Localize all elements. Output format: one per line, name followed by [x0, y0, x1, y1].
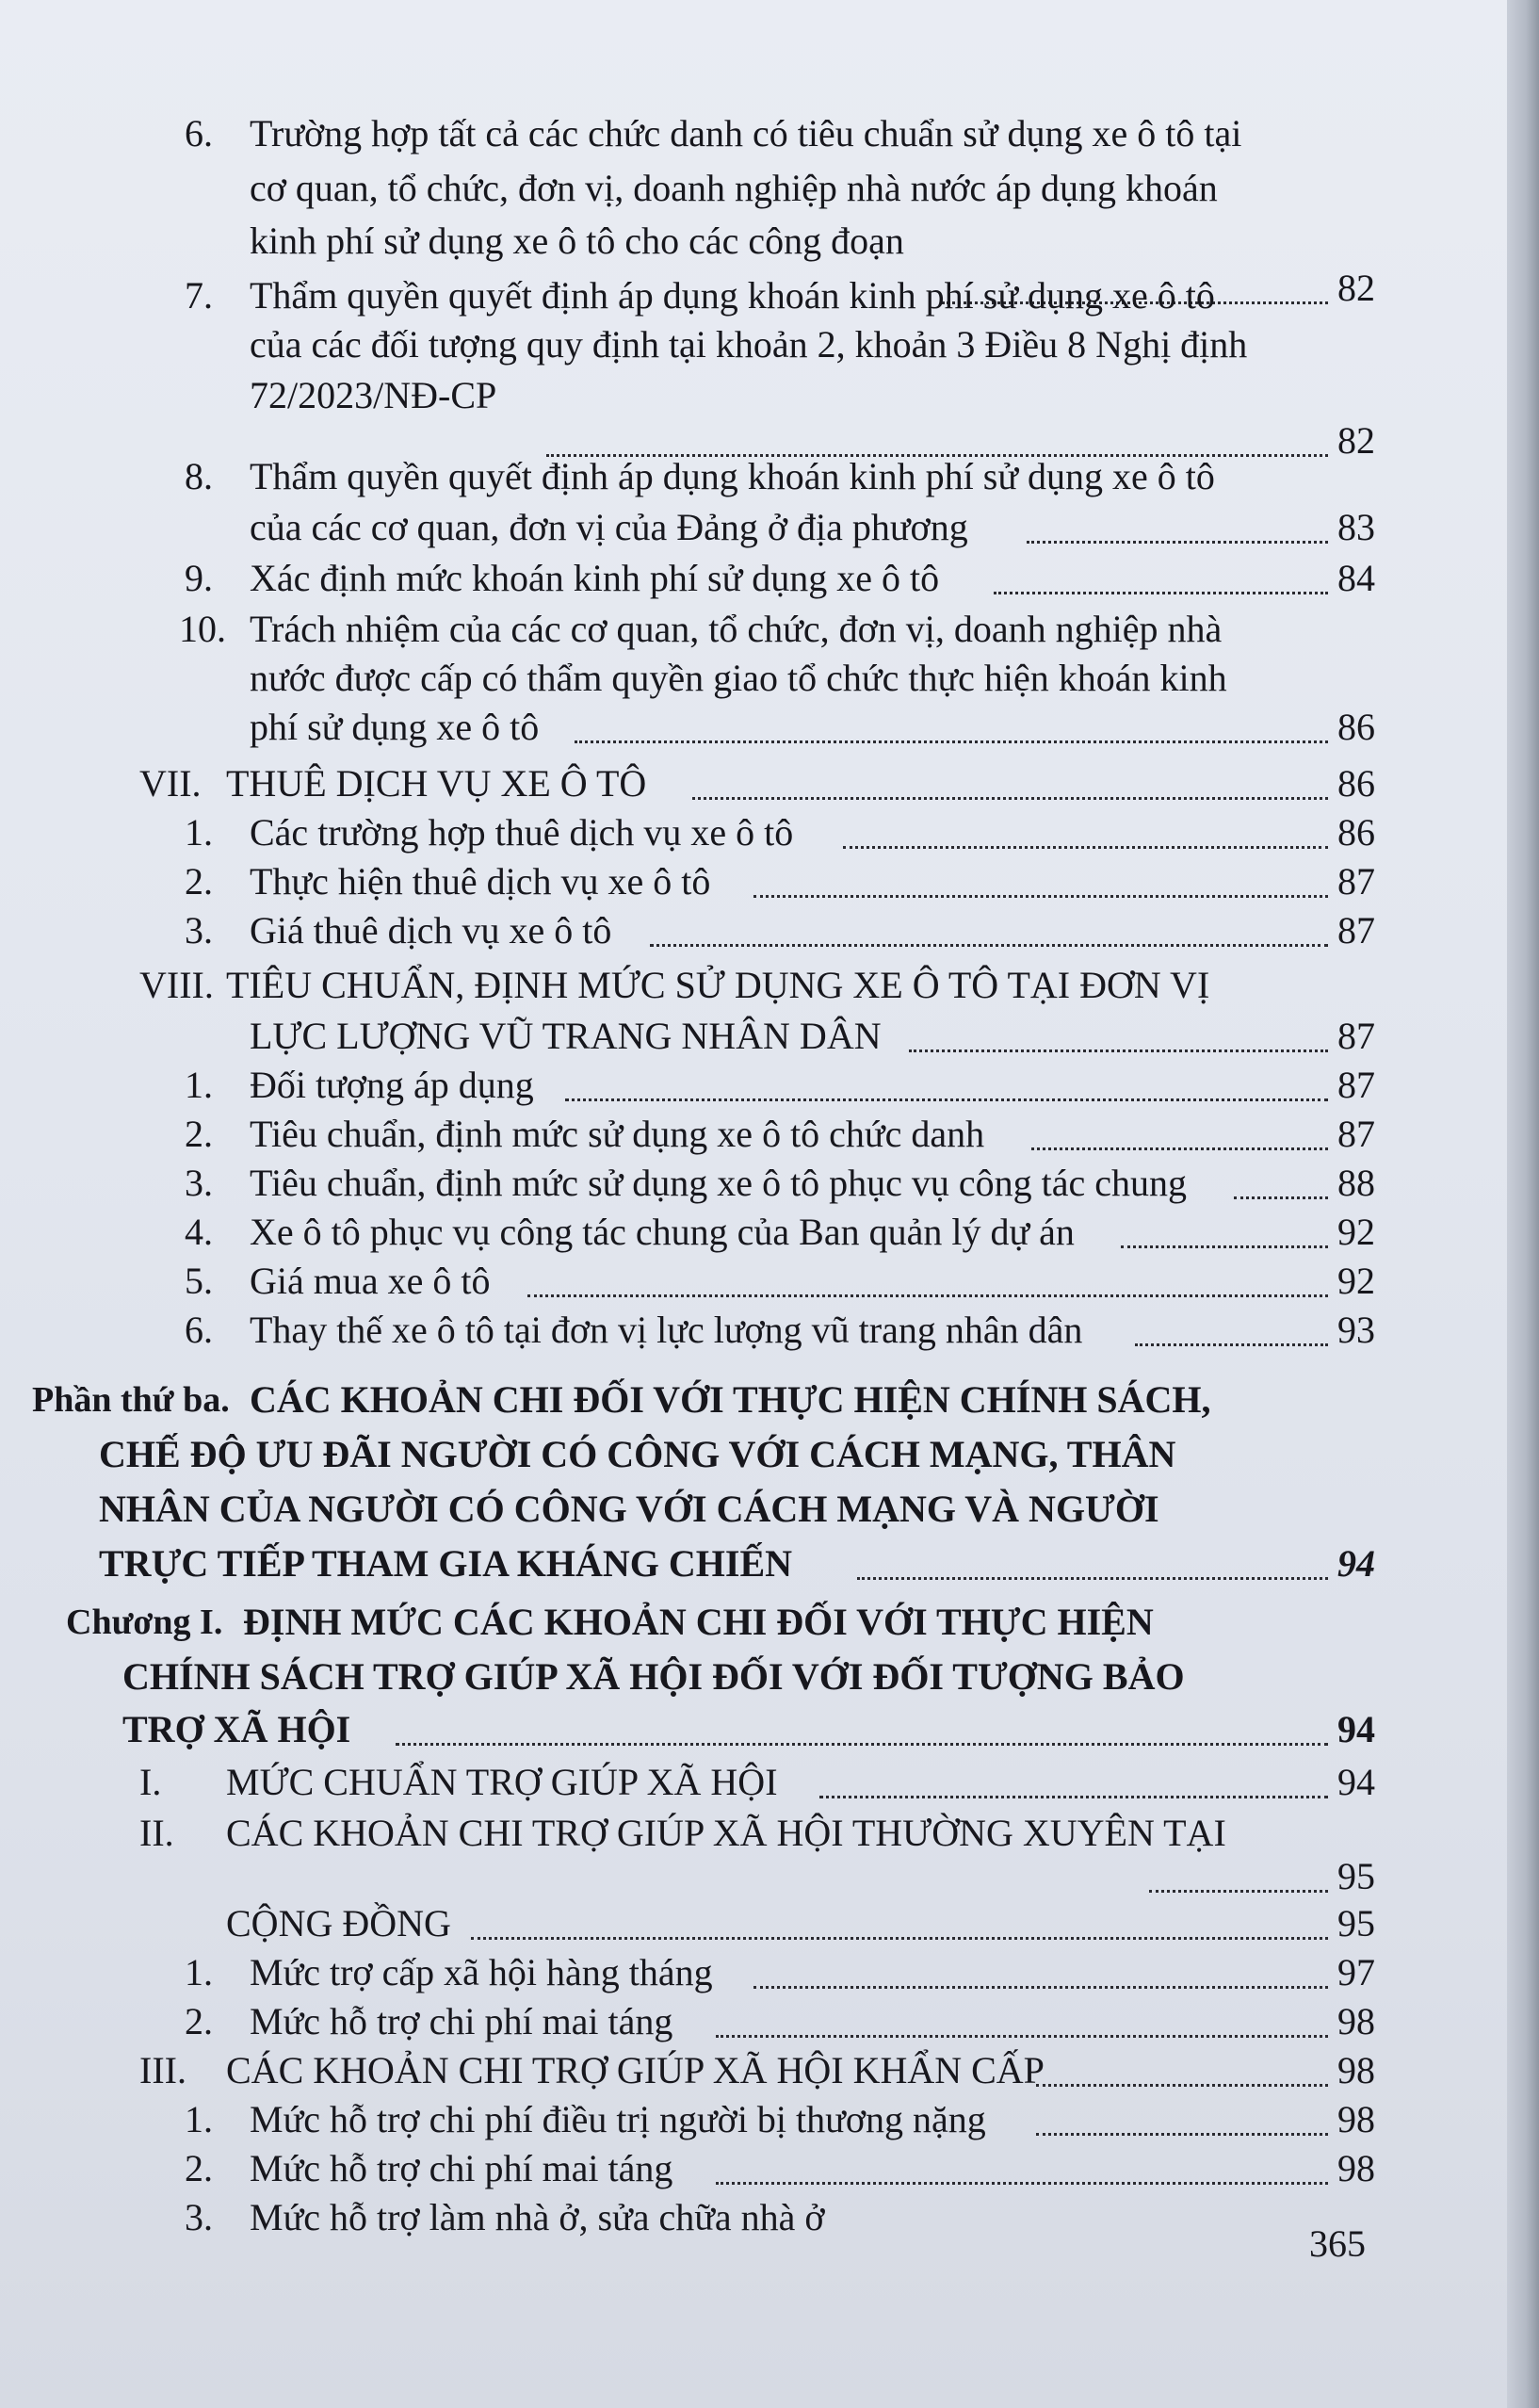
toc-entry-title: Thực hiện thuê dịch vụ xe ô tô — [250, 860, 711, 903]
toc-entry-page: 95 — [1337, 1855, 1375, 1897]
toc-entry — [0, 556, 1375, 605]
toc-entry-page: 87 — [1337, 909, 1375, 952]
toc-entry-title: CHÍNH SÁCH TRỢ GIÚP XÃ HỘI ĐỐI VỚI ĐỐI TƯỢNG BẢO — [122, 1655, 1185, 1698]
toc-entry-continuation — [0, 166, 1375, 215]
dot-leader — [565, 1053, 1328, 1101]
toc-entry-page: 82 — [1337, 419, 1375, 462]
dot-leader — [1036, 2088, 1328, 2136]
dot-leader — [396, 1698, 1328, 1746]
toc-entry-number: 6. — [185, 1309, 213, 1351]
toc-entry-number: I. — [139, 1761, 162, 1803]
toc-entry-title: THUÊ DỊCH VỤ XE Ô TÔ — [226, 762, 647, 805]
toc-entry-number: 4. — [185, 1211, 213, 1253]
toc-entry-number: VII. — [139, 762, 202, 805]
dot-leader — [716, 2137, 1328, 2185]
toc-entry-title: Xe ô tô phục vụ công tác chung của Ban quản lý dự án — [250, 1211, 1075, 1253]
toc-entry-number: 7. — [185, 274, 213, 317]
toc-entry-number: II. — [139, 1812, 174, 1854]
toc-part-heading-continuation — [0, 1487, 1375, 1536]
dot-leader — [1027, 496, 1328, 544]
toc-entry-page: 86 — [1337, 706, 1375, 748]
toc-entry-page: 98 — [1337, 2049, 1375, 2091]
toc-entry-title: Trường hợp tất cả các chức danh có tiêu chuẩn sử dụng xe ô tô tại — [250, 112, 1242, 155]
toc-entry-title: Giá mua xe ô tô — [250, 1260, 491, 1302]
toc-entry-title: CÁC KHOẢN CHI TRỢ GIÚP XÃ HỘI KHẨN CẤP — [226, 2049, 1045, 2091]
toc-entry — [0, 2146, 1375, 2195]
toc-entry-title: CÁC KHOẢN CHI TRỢ GIÚP XÃ HỘI THƯỜNG XUYÊN TẠI — [226, 1812, 1226, 1854]
toc-entry-page: 83 — [1337, 506, 1375, 548]
toc-entry-page: 92 — [1337, 1211, 1375, 1253]
toc-entry-page: 87 — [1337, 1064, 1375, 1106]
toc-entry-number: VIII. — [139, 964, 214, 1006]
toc-entry-page: 87 — [1337, 1113, 1375, 1155]
toc-entry-title: CỘNG ĐỒNG — [226, 1902, 451, 1944]
toc-entry-number: 3. — [185, 1162, 213, 1204]
dot-leader — [692, 752, 1328, 800]
toc-part-label: Phần thứ ba. — [32, 1380, 230, 1420]
toc-entry-number: 2. — [185, 2147, 213, 2189]
toc-entry-title: phí sử dụng xe ô tô — [250, 706, 540, 748]
toc-entry-title: Xác định mức khoán kinh phí sử dụng xe ô tô — [250, 557, 940, 599]
toc-part-heading-continuation — [0, 1541, 1375, 1590]
toc-entry — [0, 2195, 1375, 2244]
toc-entry-number: 10. — [179, 608, 226, 650]
dot-leader — [1121, 1200, 1328, 1248]
toc-chapter-label: Chương I. — [66, 1603, 223, 1642]
toc-entry-number: 5. — [185, 1260, 213, 1302]
toc-entry-title: kinh phí sử dụng xe ô tô cho các công đoạn — [250, 220, 904, 262]
toc-section — [0, 1760, 1375, 1809]
toc-chapter-heading — [0, 1600, 1375, 1649]
toc-entry-number: 3. — [185, 909, 213, 952]
toc-entry-number: 8. — [185, 455, 213, 497]
toc-entry-title: MỨC CHUẨN TRỢ GIÚP XÃ HỘI — [226, 1761, 778, 1803]
toc-entry-title: của các cơ quan, đơn vị của Đảng ở địa phương — [250, 506, 968, 548]
toc-entry-title: Tiêu chuẩn, định mức sử dụng xe ô tô chức danh — [250, 1113, 985, 1155]
toc-entry-title: của các đối tượng quy định tại khoản 2, khoản 3 Điều 8 Nghị định — [250, 323, 1248, 366]
toc-entry-page: 88 — [1337, 1162, 1375, 1204]
dot-leader — [753, 850, 1328, 898]
dot-leader — [575, 695, 1328, 743]
toc-entry-page: 95 — [1337, 1902, 1375, 1944]
toc-entry-page: 86 — [1337, 762, 1375, 805]
toc-entry — [0, 273, 1375, 322]
toc-entry-number: 1. — [185, 811, 213, 854]
toc-entry-number: 1. — [185, 2098, 213, 2140]
toc-entry-page: 82 — [1337, 267, 1375, 309]
toc-entry-number: 2. — [185, 2000, 213, 2042]
toc-entry-number: 2. — [185, 860, 213, 903]
toc-entry-title: TRỢ XÃ HỘI — [122, 1708, 351, 1750]
toc-entry-title: Trách nhiệm của các cơ quan, tổ chức, đơn vị, doanh nghiệp nhà — [250, 608, 1223, 650]
toc-entry-page: 94 — [1337, 1708, 1375, 1750]
toc-entry-title: Thẩm quyền quyết định áp dụng khoán kinh phí sử dụng xe ô tô — [250, 274, 1215, 317]
toc-entry-page: 86 — [1337, 811, 1375, 854]
dot-leader — [471, 1892, 1328, 1940]
toc-entry-number: 1. — [185, 1951, 213, 1993]
dot-leader — [909, 1004, 1328, 1052]
toc-entry — [0, 908, 1375, 957]
toc-entry-page: 94 — [1337, 1542, 1375, 1585]
toc-entry-title: Các trường hợp thuê dịch vụ xe ô tô — [250, 811, 794, 854]
toc-entry-page: 87 — [1337, 1015, 1375, 1057]
toc-entry-page: 92 — [1337, 1260, 1375, 1302]
toc-entry-number: 6. — [185, 112, 213, 155]
toc-entry-title: Thẩm quyền quyết định áp dụng khoán kinh phí sử dụng xe ô tô — [250, 455, 1215, 497]
page-number: 365 — [1309, 2222, 1366, 2265]
toc-entry-title: Mức hỗ trợ làm nhà ở, sửa chữa nhà ở — [250, 2196, 825, 2238]
dot-leader — [819, 1750, 1328, 1798]
toc-chapter-heading-continuation — [0, 1707, 1375, 1756]
dot-leader — [857, 1532, 1328, 1580]
toc-part-heading-continuation — [0, 1432, 1375, 1481]
toc-entry-number: 2. — [185, 1113, 213, 1155]
toc-entry-title: 72/2023/NĐ-CP — [250, 374, 497, 416]
toc-entry — [0, 1308, 1375, 1357]
dot-leader — [994, 546, 1328, 594]
toc-entry-title: LỰC LƯỢNG VŨ TRANG NHÂN DÂN — [250, 1015, 882, 1057]
toc-entry-title: nước được cấp có thẩm quyền giao tổ chức thực hiện khoán kinh — [250, 657, 1227, 699]
dot-leader — [1234, 1151, 1328, 1199]
toc-entry-title: TRỰC TIẾP THAM GIA KHÁNG CHIẾN — [99, 1542, 793, 1585]
dot-leader — [843, 801, 1328, 849]
toc-entry-number: 3. — [185, 2196, 213, 2238]
toc-entry-number: 1. — [185, 1064, 213, 1106]
toc-entry-title: NHÂN CỦA NGƯỜI CÓ CÔNG VỚI CÁCH MẠNG VÀ NGƯỜI — [99, 1488, 1159, 1530]
toc-entry-title: Mức hỗ trợ chi phí mai táng — [250, 2147, 673, 2189]
dot-leader — [1031, 1102, 1328, 1150]
toc-part-heading — [0, 1377, 1375, 1426]
toc-entry-title: Tiêu chuẩn, định mức sử dụng xe ô tô phục vụ công tác chung — [250, 1162, 1188, 1204]
page-edge — [1507, 0, 1539, 2408]
toc-entry-title: TIÊU CHUẨN, ĐỊNH MỨC SỬ DỤNG XE Ô TÔ TẠI ĐƠN VỊ — [226, 964, 1210, 1006]
toc-entry-title: Mức trợ cấp xã hội hàng tháng — [250, 1951, 713, 1993]
toc-entry-title: Đối tượng áp dụng — [250, 1064, 534, 1106]
toc-entry-page: 94 — [1337, 1761, 1375, 1803]
toc-entry-number: III. — [139, 2049, 186, 2091]
toc-entry-title: CHẾ ĐỘ ƯU ĐÃI NGƯỜI CÓ CÔNG VỚI CÁCH MẠNG, THÂN — [99, 1433, 1176, 1475]
toc-entry-page: 98 — [1337, 2098, 1375, 2140]
toc-entry-title: Mức hỗ trợ chi phí điều trị người bị thương nặng — [250, 2098, 986, 2140]
toc-entry-title: CÁC KHOẢN CHI ĐỐI VỚI THỰC HIỆN CHÍNH SÁCH, — [250, 1378, 1211, 1421]
dot-leader — [1149, 1845, 1328, 1893]
toc-chapter-heading-continuation — [0, 1654, 1375, 1703]
toc-entry-page: 84 — [1337, 557, 1375, 599]
toc-entry — [0, 111, 1375, 160]
dot-leader — [1135, 1298, 1328, 1346]
dot-leader — [546, 409, 1328, 457]
toc-entry-page: 98 — [1337, 2147, 1375, 2189]
toc-entry-title: Giá thuê dịch vụ xe ô tô — [250, 909, 612, 952]
toc-entry-title: Thay thế xe ô tô tại đơn vị lực lượng vũ trang nhân dân — [250, 1309, 1083, 1351]
toc-entry — [0, 607, 1375, 656]
toc-entry-title: Mức hỗ trợ chi phí mai táng — [250, 2000, 673, 2042]
dot-leader — [753, 1941, 1328, 1989]
toc-entry-continuation — [0, 322, 1375, 371]
dot-leader — [650, 899, 1328, 947]
dot-leader — [716, 1990, 1328, 2038]
toc-entry-page: 98 — [1337, 2000, 1375, 2042]
toc-entry-continuation — [0, 705, 1375, 754]
dot-leader — [527, 1249, 1328, 1297]
toc-entry-page: 87 — [1337, 860, 1375, 903]
toc-entry-title: cơ quan, tổ chức, đơn vị, doanh nghiệp nhà nước áp dụng khoán — [250, 167, 1218, 209]
toc-entry-title: ĐỊNH MỨC CÁC KHOẢN CHI ĐỐI VỚI THỰC HIỆN — [243, 1601, 1154, 1643]
toc-entry-number: 9. — [185, 557, 213, 599]
toc-entry — [0, 1112, 1375, 1161]
dot-leader — [1036, 2039, 1328, 2087]
toc-entry-page: 93 — [1337, 1309, 1375, 1351]
toc-entry-page: 97 — [1337, 1951, 1375, 1993]
